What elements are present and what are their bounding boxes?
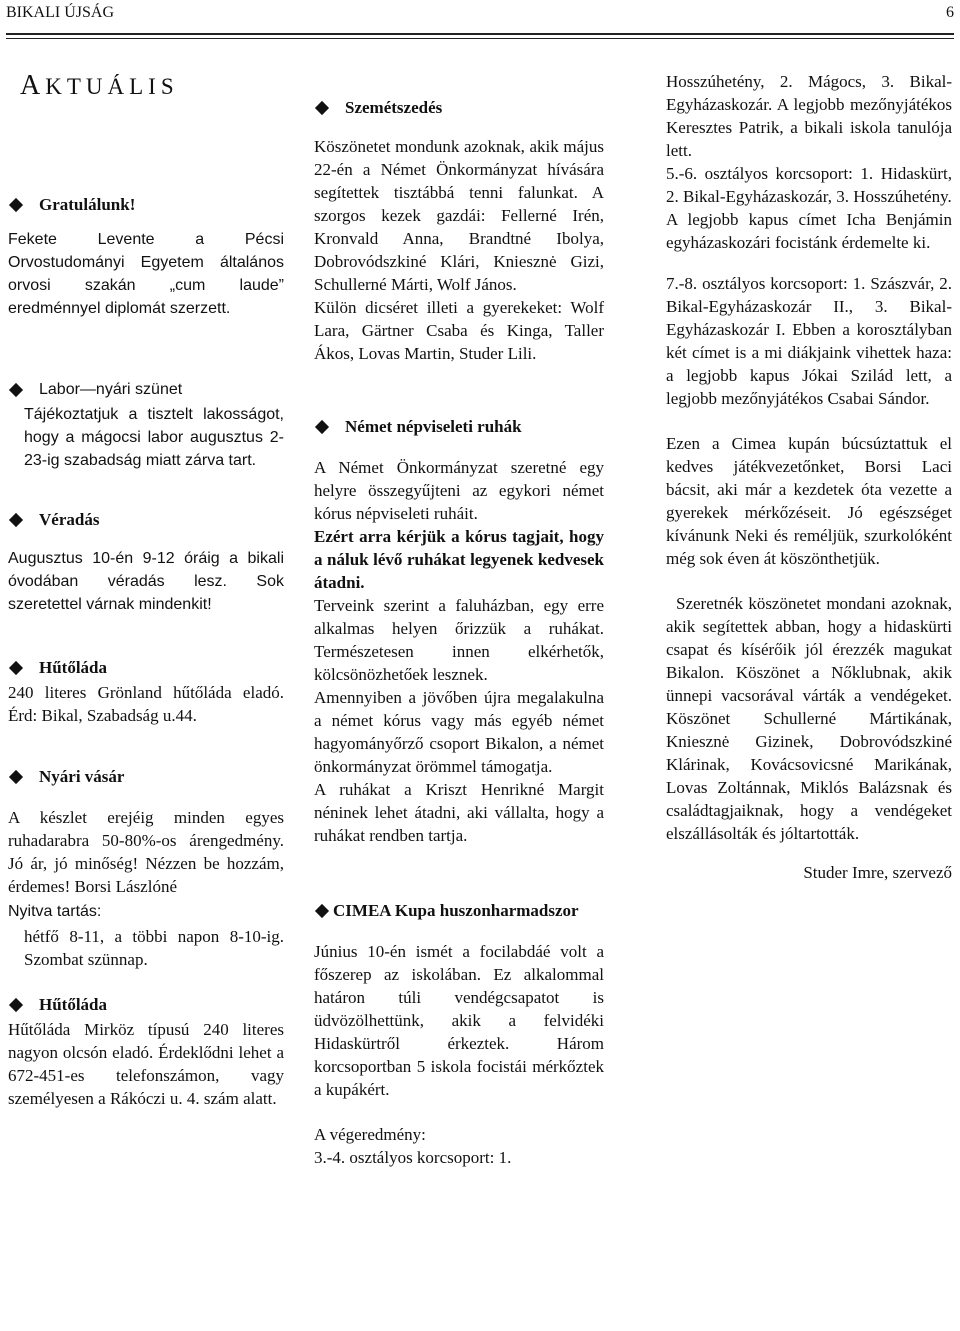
opening-label: Nyitva tartás: (8, 903, 102, 920)
bullet-diamond-icon (315, 101, 329, 115)
result-line: 3.-4. osztályos korcsoport: 1. (314, 1148, 512, 1167)
cimea-heading: CIMEA Kupa huszonharmadszor (314, 899, 604, 922)
header-rule-thick (6, 33, 954, 35)
bullet-diamond-icon (9, 383, 23, 397)
results-text-2: 5.-6. osztályos korcsoport: 1. Hidaskürt, 2. Bikal-Egyházaskozár, 3. Hosszúhetény. (666, 164, 952, 206)
freezer2-text: Hűtőláda Mirköz típusú 240 literes nagyon olcsón eladó. Érdeklődni lehet a 672-451-es telefonszámon, vagy személyesen a Rákóczi u. 4. szám alatt. (8, 1020, 284, 1108)
cimea-text: Június 10-én ismét a focilabdáé volt a főszerep az iskolában. Ez alkalommal határon túli vendégcsapatot is üdvözölhettünk, akik a felvidéki Hidaskürtről érkeztek. Három korcsoportban 5 iskola focistái mérkőztek a kupákért. (314, 942, 604, 1099)
opening-text: hétfő 8-11, a többi napon 8-10-ig. Szombat szünnap. (24, 927, 284, 969)
thanks-text: Szeretnék köszönetet mondani azoknak, akik segítettek abban, hogy a hidaskürti csapat és kísérőik jól érezzék magukat Bikalon. Köszönet a Nőklubnak, akik ünnepi vacsorával várták a vendégeket. Köszönet Schullerné Mártikának, Kniesznė Gizinek, Dobrovódszkiné Klárinak, Kovácsovicsné Marikának, Lovas Zoltánnak, Miklós Balázsnak és családtagjaiknak, hogy a vendégeket elszállásolták és jóltartották. (666, 594, 952, 843)
column-3 (666, 70, 952, 884)
section-title: AKTUÁLIS (20, 70, 179, 101)
bullet-diamond-icon (315, 420, 329, 434)
trash-text-2: Külön dicséret illeti a gyerekeket: Wolf Lara, Gärtner Csaba és Kinga, Taller Ákos, Lovas Martin, Studer Lili. (314, 298, 604, 363)
freezer1-text: 240 literes Grönland hűtőláda eladó. Érd: Bikal, Szabadság u.44. (8, 683, 284, 725)
freezer1-heading: Hűtőláda (8, 656, 284, 679)
labor-text: Tájékoztatjuk a tisztelt lakosságot, hogy a mágocsi labor augusztus 2-23-ig szabadság miatt zárva tart. (24, 406, 284, 469)
sale-text: A készlet erejéig minden egyes ruhadarabra 50-80%-os árengedmény. Jó ár, jó minőség! Nézzen be hozzám, érdemes! Borsi Lászlóné (8, 808, 284, 896)
labor-heading: Labor—nyári szünet (8, 378, 284, 401)
sale-heading: Nyári vásár (8, 765, 284, 788)
signature: Studer Imre, szervező (803, 863, 952, 882)
publication-name: BIKALI ÚJSÁG (6, 4, 114, 21)
page-header (6, 0, 954, 30)
trash-text-1: Köszönetet mondunk azoknak, akik május 22-én a Német Önkormányzat hívására segítettek tisztábbá tenni falunkat. A szorgos kezek gazdái: Fellerné Irén, Kronvald Anna, Brandtné Ibolya, Dobrovódszkiné Klári, Kniesznė Gizi, Schullerné Márti, Wolf János. (314, 137, 604, 294)
results-text-4: 7.-8. osztályos korcsoport: 1. Szászvár, 2. Bikal-Egyházaskozár II., 3. Bikal-Egyházaskozár I. Ebben a korosztályban két címet is a mi diákjaink vihettek haza: a legjobb kapus Jókai Szilád lett, a legjobb mezőnyjátékos Csabai Sándor. (666, 274, 952, 408)
result-label: A végeredmény: (314, 1125, 426, 1144)
blood-heading: Véradás (8, 508, 284, 531)
bullet-diamond-icon (9, 198, 23, 212)
costume-text-1: A Német Önkormányzat szeretné egy helyre összegyűjteni az egykori német kórus népviseleti ruháit. (314, 458, 604, 523)
trash-heading: Szemétszedés (314, 96, 604, 119)
freezer2-heading: Hűtőláda (8, 993, 284, 1016)
column-2 (314, 96, 604, 1169)
bullet-diamond-icon (9, 661, 23, 675)
column-1 (8, 60, 284, 1110)
congrats-heading: Gratulálunk! (8, 193, 284, 216)
bullet-diamond-icon (9, 770, 23, 784)
congrats-text: Fekete Levente a Pécsi Orvostudományi Egyetem általános orvosi szakán „cum laude” eredménnyel diplomát szerzett. (8, 231, 284, 317)
costume-text-3: Amennyiben a jövőben újra megalakulna a német kórus vagy más egyéb német hagyományőrző csoport Bikalon, a német önkormányzat örömmel támogatja. (314, 688, 604, 776)
bullet-diamond-icon (315, 904, 329, 918)
costume-bold-text: Ezért arra kérjük a kórus tagjait, hogy a náluk lévő ruhákat legyenek kedvesek átadni. (314, 527, 604, 592)
bullet-diamond-icon (9, 998, 23, 1012)
bullet-diamond-icon (9, 513, 23, 527)
costume-text-2: Terveink szerint a faluházban, egy erre alkalmas helyen őrizzük a ruhákat. Természetesen innen elkérhetők, kölcsönözhetőek lesznek. (314, 596, 604, 684)
costume-text-4: A ruhákat a Kriszt Henrikné Margit néninek lehet átadni, aki vállalta, hogy a ruhákat rendben tartja. (314, 780, 604, 845)
results-text-1: Hosszúhetény, 2. Mágocs, 3. Bikal-Egyházaskozár. A legjobb mezőnyjátékos Keresztes Patrik, a bikali iskola tanulója lett. (666, 72, 952, 160)
header-rule-thin (6, 38, 954, 39)
blood-text: Augusztus 10-én 9-12 óráig a bikali óvodában véradás lesz. Sok szeretettel várnak mindenkit! (8, 550, 284, 613)
results-text-3: A legjobb kapus címet Icha Benjámin egyházaskozári focistánk érdemelte ki. (666, 210, 952, 252)
farewell-text: Ezen a Cimea kupán búcsúztattuk el kedves játékvezetőnket, Borsi Laci bácsit, aki már a kezdetek óta vezette a gyerekek mérkőzéseit. Jó egészséget kívánunk Neki és reméljük, szurkolóként még sok éven át köszönthetjük. (666, 434, 952, 568)
page-number: 6 (946, 4, 954, 21)
costume-heading: Német népviseleti ruhák (314, 415, 604, 438)
